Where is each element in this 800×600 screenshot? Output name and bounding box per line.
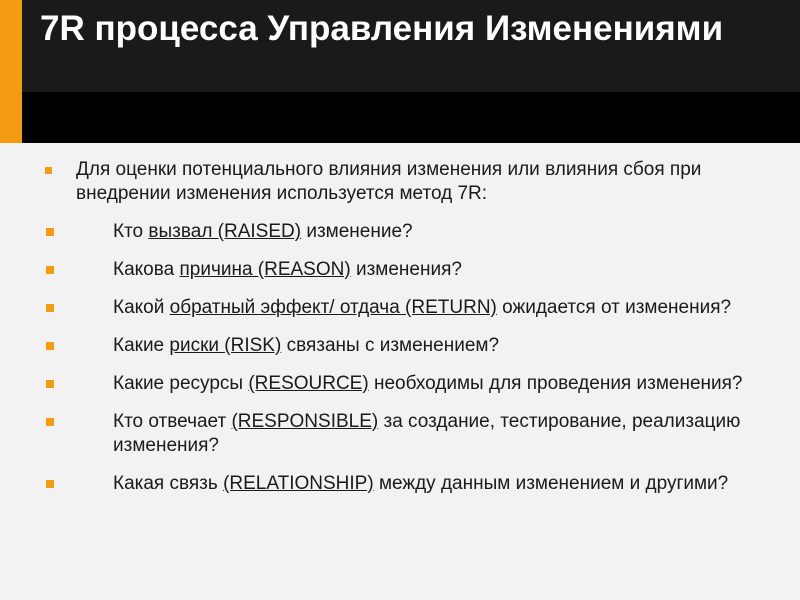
accent-bar [0, 0, 22, 143]
list-item-return [45, 296, 765, 320]
intro-text: Для оценки потенциального влияния изменения или влияния сбоя при внедрении изменения используется метод 7R: [76, 159, 702, 204]
list-item-text [86, 296, 765, 320]
item-prefix: Кто отвечает [113, 411, 232, 432]
item-suffix: ожидается от изменения? [496, 297, 732, 318]
list-item-text [86, 334, 765, 358]
bullet-square-icon [46, 418, 54, 426]
list-item-text [86, 258, 765, 282]
item-prefix: Какова [113, 259, 180, 280]
bullet-square-icon [46, 304, 54, 312]
term-relationship: (RELATIONSHIP) [223, 473, 374, 494]
title-header [0, 0, 800, 143]
list-item-text [86, 372, 765, 396]
slide-title: 7R процесса Управления Изменениями [40, 9, 724, 48]
bullet-square-icon [46, 342, 54, 350]
term-responsible: (RESPONSIBLE) [231, 411, 379, 432]
list-item-responsible [45, 410, 765, 458]
list-item-text [86, 410, 765, 458]
item-suffix: изменение? [301, 221, 413, 242]
list-item-text [86, 472, 765, 496]
bullet-square-icon [46, 266, 54, 274]
list-item-risk [45, 334, 765, 358]
slide-body [45, 158, 765, 510]
term-resource: (RESOURCE) [248, 373, 369, 394]
term-return: обратный эффект/ отдача (RETURN) [169, 297, 497, 318]
item-suffix: необходимы для проведения изменения? [368, 373, 743, 394]
list-item-raised [45, 220, 765, 244]
item-suffix: между данным изменением и другими? [373, 473, 729, 494]
term-risk: риски (RISK) [169, 335, 282, 356]
bullet-square-icon [46, 480, 54, 488]
bullet-square-icon [45, 167, 52, 174]
item-prefix: Какие [113, 335, 170, 356]
term-raised: вызвал (RAISED) [148, 221, 302, 242]
intro-paragraph [45, 158, 765, 206]
item-suffix: связаны с изменением? [281, 335, 500, 356]
bullet-square-icon [46, 380, 54, 388]
item-prefix: Кто [113, 221, 149, 242]
list-item-text [86, 220, 765, 244]
list-item-reason [45, 258, 765, 282]
item-prefix: Какой [113, 297, 170, 318]
term-reason: причина (REASON) [179, 259, 351, 280]
seven-r-list [45, 220, 765, 496]
list-item-resource [45, 372, 765, 396]
bullet-square-icon [46, 228, 54, 236]
item-prefix: Какие ресурсы [113, 373, 249, 394]
list-item-relationship [45, 472, 765, 496]
item-prefix: Какая связь [113, 473, 224, 494]
item-suffix: за создание, тестирование, реализацию изменения? [113, 411, 741, 456]
item-suffix: изменения? [350, 259, 462, 280]
